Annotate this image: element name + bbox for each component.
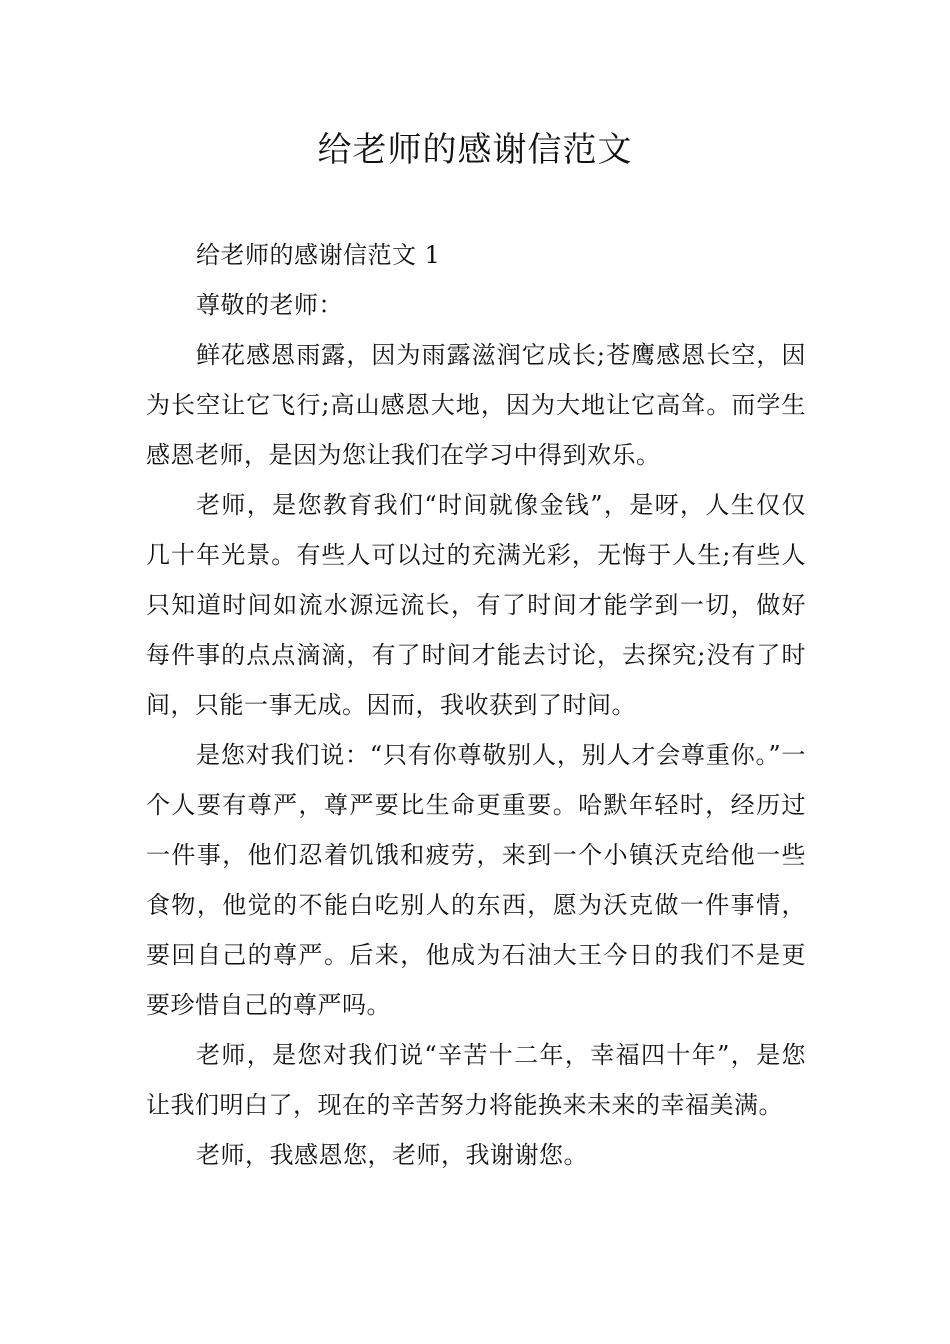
body-paragraph: 鲜花感恩雨露，因为雨露滋润它成长;苍鹰感恩长空，因为长空让它飞行;高山感恩大地，因为大地让它高耸。而学生感恩老师，是因为您让我们在学习中得到欢乐。 [146, 341, 806, 469]
document-title: 给老师的感谢信范文 [317, 130, 633, 170]
salutation-paragraph: 尊敬的老师： [196, 291, 343, 319]
body-paragraph: 老师，是您教育我们“时间就像金钱”，是呀，人生仅仅几十年光景。有些人可以过的充满光彩，无悔于人生;有些人只知道时间如流水源远流长，有了时间才能学到一切，做好每件事的点点滴滴，有了时间才能去讨论，去探究;没有了时间，只能一事无成。因而，我收获到了时间。 [146, 491, 806, 719]
body-paragraph: 老师，是您对我们说“辛苦十二年，幸福四十年”，是您让我们明白了，现在的辛苦努力将能换来未来的幸福美满。 [146, 1041, 806, 1119]
body-paragraph: 是您对我们说：“只有你尊敬别人，别人才会尊重你。”一个人要有尊严，尊严要比生命更重要。哈默年轻时，经历过一件事，他们忍着饥饿和疲劳，来到一个小镇沃克给他一些食物，他觉的不能白吃别人的东西，愿为沃克做一件事情，要回自己的尊严。后来，他成为石油大王今日的我们不是更要珍惜自己的尊严吗。 [146, 741, 806, 1019]
subtitle-paragraph: 给老师的感谢信范文 1 [196, 241, 441, 269]
document-body [146, 230, 806, 1180]
closing-paragraph: 老师，我感恩您，老师，我谢谢您。 [196, 1141, 588, 1169]
